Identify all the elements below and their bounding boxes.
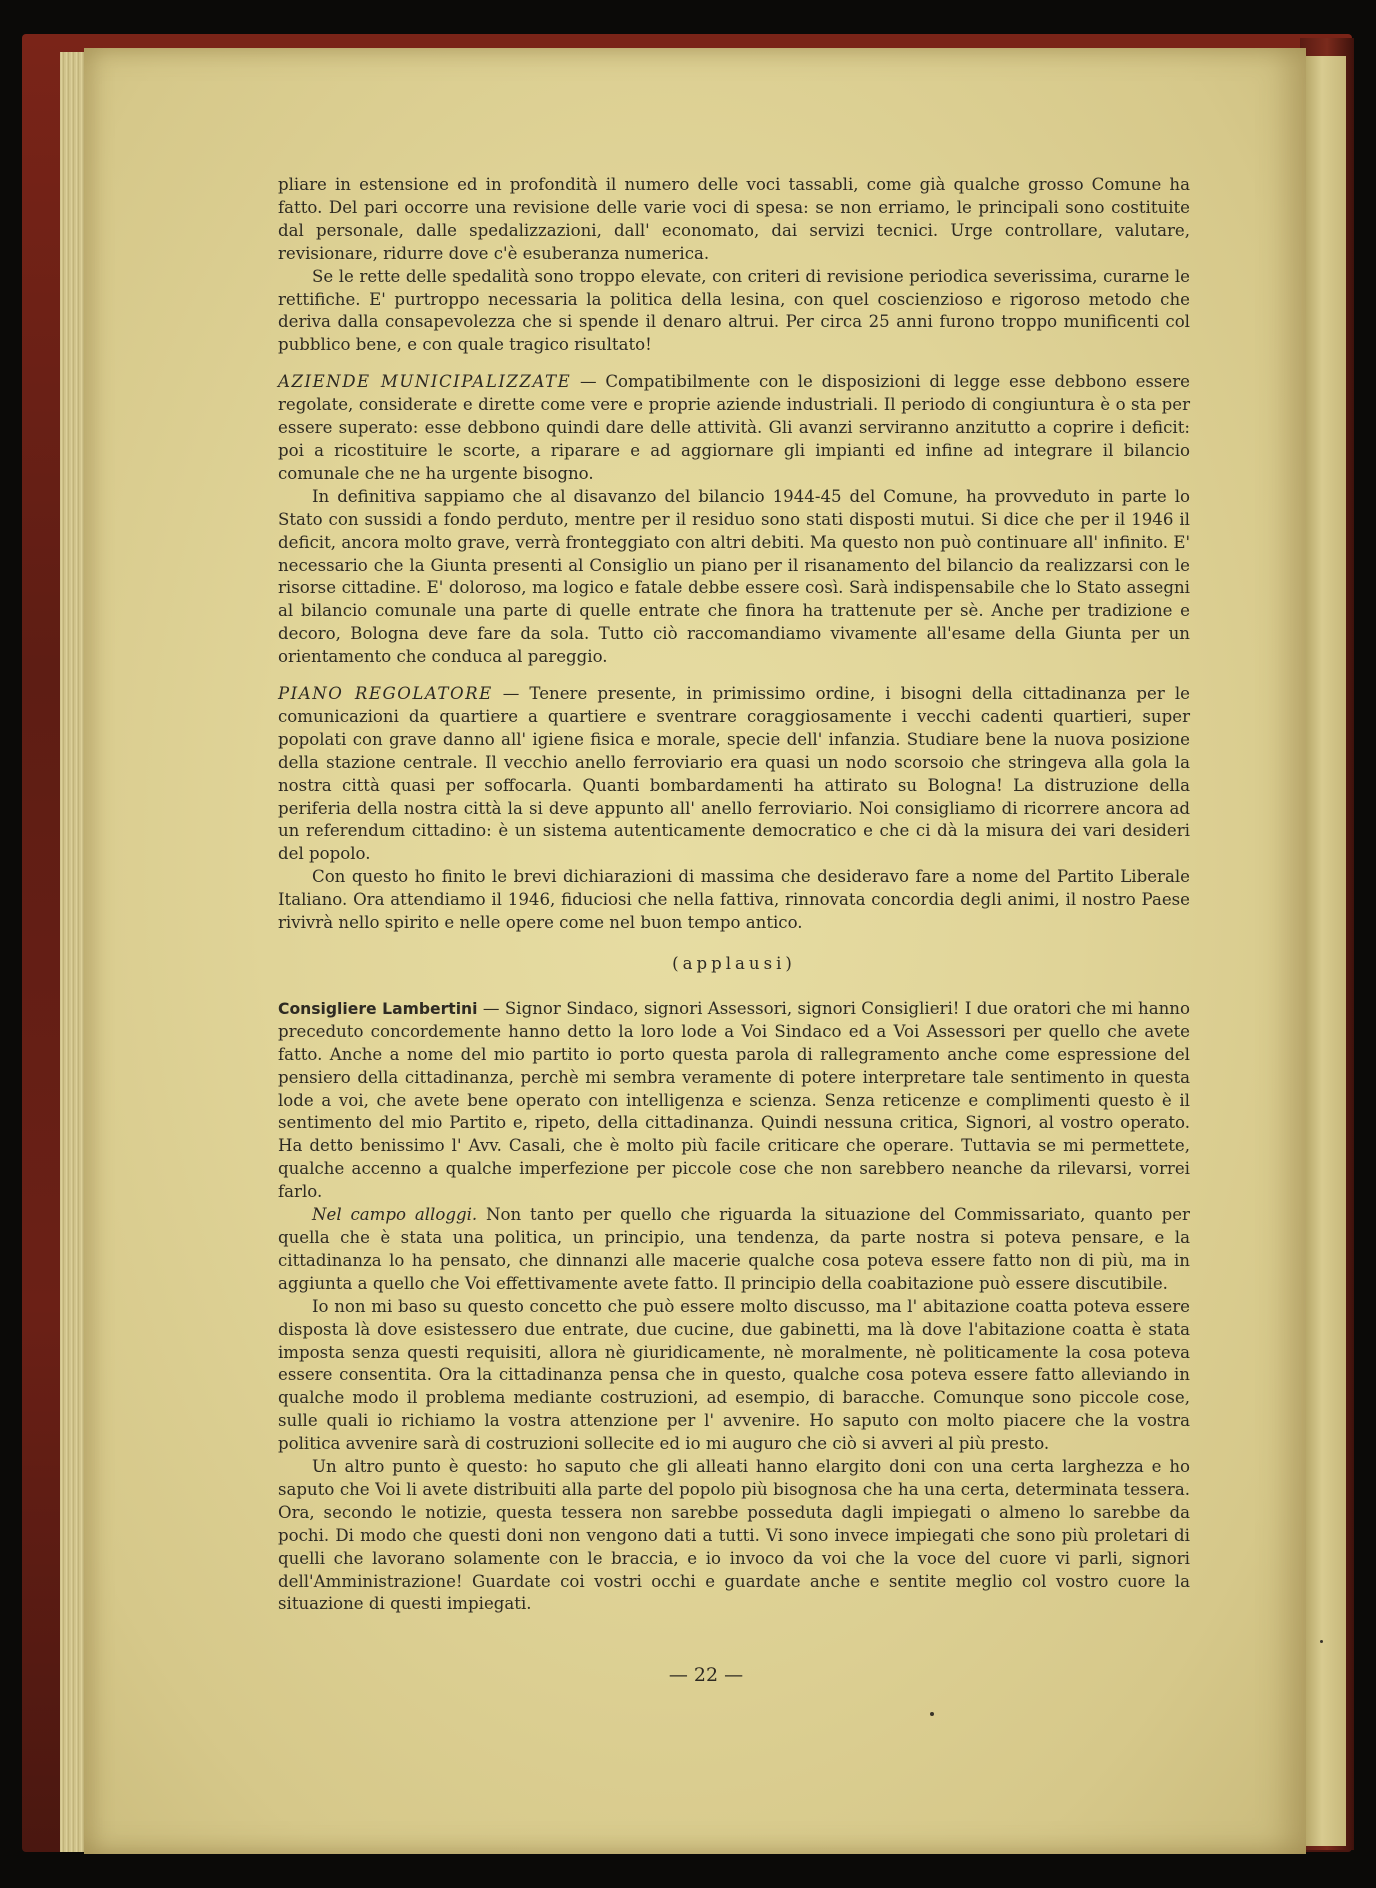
section-text: — Compatibilmente con le disposizioni di legge esse debbono essere regolate, considerate e dirette come vere e proprie aziende industriali. Il periodo di congiuntura è o sta per essere superato: esse debbono quindi dare delle attività. Gli avanzi serviranno anzitutto a coprire i deficit: poi a ricostituire le scorte, a riparare e ad aggiornare gli impianti ed infine ad integrare il bilancio comunale che ne ha urgente bisogno.: [278, 372, 1190, 483]
section-heading: PIANO REGOLATORE: [278, 684, 493, 704]
section-text: — Tenere presente, in primissimo ordine, i bisogni della cittadinanza per le comunicazioni da quartiere a quartiere e sventrare coraggiosamente i vecchi cadenti quartieri, super popolati con grave danno all' igiene fisica e morale, specie dell' infanzia. Studiare bene la nuova posizione della stazione centrale. Il vecchio anello ferroviario era quasi un nodo scorsoio che stringeva alla gola la nostra città quasi per soffocarla. Quanti bombardamenti ha attirato su Bologna! La distruzione della periferia della nostra città la si deve appunto all' anello ferroviario. Noi consigliamo di ricorrere ancora ad un referendum cittadino: è un sistema autenticamente democratico e che ci dà la misura dei vari desideri del popolo.: [278, 684, 1190, 864]
speaker-text: — Signor Sindaco, signori Assessori, signori Consiglieri! I due oratori che mi hanno preceduto concordemente hanno detto la loro lode a Voi Sindaco ed a Voi Assessori per quello che avete fatto. Anche a nome del mio partito io porto questa parola di rallegramento anche come espressione del pensiero della cittadinanza, perchè mi sembra veramente di potere interpretare tale sentimento in questa lode a voi, che avete bene operato con intelligenza e scienza. Senza reticenze e complimenti questo è il sentimento del mio Partito e, ripeto, della cittadinanza. Quindi nessuna critica, Signori, al vostro operato. Ha detto benissimo l' Avv. Casali, che è molto più facile criticare che operare. Tuttavia se mi permettete, qualche accenno a qualche imperfezione per piccole cose che non sarebbero neanche da rilevarsi, vorrei farlo.: [278, 998, 1190, 1202]
applause-note: (applausi): [672, 954, 796, 973]
paragraph: Un altro punto è questo: ho saputo che gli alleati hanno elargito doni con una certa larghezza e ho saputo che Voi li avete distribuiti alla parte del popolo più bisognosa che ha una certa, determinata tessera. Ora, secondo le notizie, questa tessera non sarebbe posseduta dagli impiegati o almeno lo sarebbe da pochi. Di modo che questi doni non vengono dati a tutti. Vi sono invece impiegati che sono più proletari di quelli che lavorano solamente con le braccia, e io invoco da voi che la voce del cuore vi parli, signori dell'Amministrazione! Guardate coi vostri occhi e guardate anche e sentite meglio col vostro cuore la situazione di questi impiegati.: [278, 1457, 1190, 1614]
paragraph: In definitiva sappiamo che al disavanzo del bilancio 1944-45 del Comune, ha provveduto in parte lo Stato con sussidi a fondo perduto, mentre per il residuo sono stati disposti mutui. Si dice che per il 1946 il deficit, ancora molto grave, verrà fronteggiato con altri debiti. Ma questo non può continuare all' infinito. E' necessario che la Giunta presenti al Consiglio un piano per il risanamento del bilancio da realizzarsi con le risorse cittadine. E' doloroso, ma logico e fatale debbe essere così. Sarà indispensabile che lo Stato assegni al bilancio comunale una parte di quelle entrate che finora ha trattenute per sè. Anche per tradizione e decoro, Bologna deve fare da sola. Tutto ciò raccomandiamo vivamente all'esame della Giunta per un orientamento che conduca al pareggio.: [278, 486, 1190, 667]
paragraph: [278, 1204, 1190, 1296]
page-number: — 22 —: [668, 1664, 744, 1686]
section-heading: AZIENDE MUNICIPALIZZATE: [278, 372, 572, 392]
speaker-paragraph: [278, 998, 1190, 1204]
page-edges: [60, 52, 86, 1852]
section-paragraph: [278, 371, 1190, 486]
paragraph: pliare in estensione ed in profondità il numero delle voci tassabli, come già qualche grosso Comune ha fatto. Del pari occorre una revisione delle varie voci di spesa: se non erriamo, le principali sono costituite dal personale, dalle spedalizzazioni, dall' economato, dai servizi tecnici. Urge controllare, valutare, revisionare, ridurre dove c'è esuberanza numerica.: [278, 175, 1190, 263]
paragraph: Con questo ho finito le brevi dichiarazioni di massima che desideravo fare a nome del Partito Liberale Italiano. Ora attendiamo il 1946, fiduciosi che nella fattiva, rinnovata concordia degli animi, il nostro Paese rivivrà nello spirito e nelle opere come nel buon tempo antico.: [278, 867, 1190, 933]
facing-page-edge: [1306, 56, 1346, 1846]
paragraph: Io non mi baso su questo concetto che può essere molto discusso, ma l' abitazione coatta poteva essere disposta là dove esistessero due entrate, due cucine, due gabinetti, ma là dove l'abitazione coatta è stata imposta senza questi requisiti, allora nè giuridicamente, nè moralmente, nè politicamente la cosa poteva essere consentita. Ora la cittadinanza pensa che in questo, qualche cosa poteva essere fatto alleviando in qualche modo il problema mediante costruzioni, ad esempio, di baracche. Comunque sono piccole cose, sulle quali io richiamo la vostra attenzione per l' avvenire. Ho saputo con molto piacere che la vostra politica avvenire sarà di costruzioni sollecite ed io mi auguro che ciò si avveri al più presto.: [278, 1296, 1190, 1454]
paragraph-text: Non tanto per quello che riguarda la situazione del Commissariato, quanto per quella che è stata una politica, un principio, una tendenza, da parte nostra si poteva pensare, e la cittadinanza lo ha pensato, che dinnanzi alle macerie qualche cosa poteva essere fatto non di più, ma in aggiunta a quello che Voi effettivamente avete fatto. Il principio della coabitazione può essere discutibile.: [278, 1205, 1190, 1293]
ink-speck: [930, 1712, 934, 1716]
body-text: [278, 174, 1190, 1616]
italic-lead: Nel campo alloggi.: [312, 1205, 478, 1225]
ink-speck: [1320, 1640, 1323, 1643]
section-paragraph: [278, 683, 1190, 866]
speaker-name: Consigliere Lambertini: [278, 999, 478, 1018]
paragraph: Se le rette delle spedalità sono troppo elevate, con criteri di revisione periodica severissima, curarne le rettifiche. E' purtroppo necessaria la politica della lesina, con quel coscienzioso e rigoroso metodo che deriva dalla consapevolezza che si spende il denaro altrui. Per circa 25 anni furono troppo munificenti col pubblico bene, e con quale tragico risultato!: [278, 266, 1190, 355]
